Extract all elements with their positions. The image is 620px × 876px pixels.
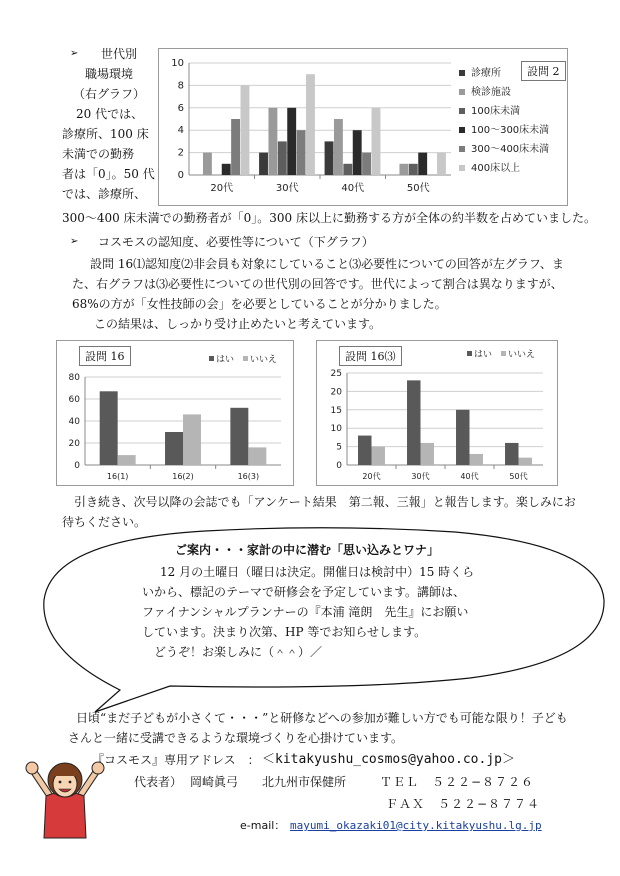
- y-tick-label: 80: [68, 373, 80, 383]
- y-tick-label: 0: [74, 461, 80, 471]
- y-tick-label: 10: [330, 424, 342, 435]
- bubble-line: いから、標記のテーマで研修会を予定しています。講師は、: [142, 585, 466, 599]
- bubble-line: ファイナンシャルプランナーの『本浦 滝朗 先生』にお願い: [142, 605, 469, 619]
- legend-label: 診療所: [471, 68, 501, 79]
- bubble-title: ご案内・・・家計の中に潜む「思い込みとワナ」: [175, 543, 440, 557]
- y-tick-label: 20: [330, 387, 342, 398]
- wrap-line: 者は「0」。50 代: [62, 167, 155, 181]
- para-line: 設問 16⑴認知度⑵非会員も対象にしていること⑶必要性についての回答が左グラフ、ま: [90, 257, 564, 271]
- legend-label: はい: [216, 355, 235, 365]
- y-tick-label: 0: [177, 170, 184, 181]
- wrap-line: 20 代では、: [76, 107, 144, 121]
- y-tick-label: 20: [68, 439, 80, 449]
- y-tick-label: 8: [177, 80, 184, 92]
- x-category-label: 30代: [275, 183, 299, 194]
- q16-3-chart-title: 設問 16⑶: [339, 346, 402, 366]
- generation-chart-title: 設問 2: [521, 61, 566, 81]
- legend-label: 検診施設: [471, 87, 511, 98]
- followup-line: 待ちください。: [62, 515, 147, 529]
- legend-label: いいえ: [508, 350, 536, 360]
- y-tick-label: 0: [336, 461, 342, 471]
- legend-label: 400床以上: [471, 163, 521, 174]
- representative-name: 岡崎眞弓: [190, 775, 239, 789]
- bubble-line: 12 月の土曜日（曜日は決定。開催日は検討中）15 時くら: [160, 565, 475, 579]
- tel-number: ＴＥＬ ５２２−８７２６: [380, 775, 535, 789]
- bubble-line: しています。決まり次第、HP 等でお知らせします。: [142, 625, 427, 639]
- closing-line: 日頃“まだ子どもが小さくて・・・”と研修などへの参加が難しい方でも可能な限り！子ども: [76, 711, 568, 725]
- para-line: 68%の方が「女性技師の会」を必要としていることが分かりました。: [72, 297, 447, 311]
- y-tick-label: 2: [177, 147, 184, 159]
- legend-label: はい: [474, 350, 493, 360]
- legend-label: 100〜300床未満: [471, 125, 550, 136]
- bullet-marker: ➢: [70, 48, 79, 59]
- q16-chart-title: 設問 16: [79, 346, 131, 366]
- y-tick-label: 10: [171, 58, 184, 69]
- x-category-label: 50代: [406, 183, 430, 194]
- closing-paragraph: [68, 708, 568, 748]
- address-label: 『コスモス』専用アドレス ：: [92, 753, 260, 767]
- followup-line: 引き続き、次号以降の会誌でも「アンケート結果 第二報、三報」と報告します。楽しみにお: [74, 495, 576, 509]
- email-label: e-mail：: [240, 819, 286, 832]
- x-category-label: 16(2): [172, 472, 194, 481]
- wrap-line: 職場環境: [84, 67, 133, 81]
- organization-name: 北九州市保健所: [262, 775, 347, 789]
- x-category-label: 40代: [460, 472, 479, 481]
- wrap-line: 世代別: [100, 47, 137, 61]
- wrap-line: （右グラフ）: [72, 87, 145, 101]
- wrap-line: 診療所、100 床: [62, 127, 149, 141]
- y-tick-label: 15: [330, 405, 342, 416]
- bullet-marker: ➢: [70, 236, 79, 247]
- bubble-line: どうぞ！お楽しみに（＾＾）／: [154, 645, 323, 659]
- y-tick-label: 25: [330, 369, 342, 379]
- wrap-line: では、診療所、: [62, 187, 147, 201]
- email-link[interactable]: mayumi_okazaki01@city.kitakyushu.lg.jp: [290, 819, 542, 832]
- x-category-label: 50代: [509, 472, 528, 481]
- legend-label: 100床未満: [471, 106, 521, 117]
- section1-full-line: 300〜400 床未満での勤務者が「0」。300 床以上に勤務する方が全体の約半数を占めていました。: [62, 211, 596, 225]
- fax-number: ＦＡＸ ５２２−８７７４: [386, 797, 541, 811]
- x-category-label: 20代: [362, 472, 381, 481]
- y-tick-label: 4: [177, 125, 184, 137]
- bubble-body: [142, 562, 474, 662]
- para-line: た、右グラフは⑶必要性についての世代別の回答です。世代によって割合は異なりますが、: [72, 277, 563, 291]
- y-tick-label: 5: [336, 442, 342, 453]
- y-tick-label: 60: [68, 395, 80, 405]
- x-category-label: 30代: [411, 472, 430, 481]
- x-category-label: 16(1): [106, 472, 129, 481]
- x-category-label: 40代: [341, 183, 365, 194]
- wrap-line: 未満での勤務: [62, 147, 135, 161]
- address-value[interactable]: ＜kitakyushu_cosmos@yahoo.co.jp＞: [262, 752, 515, 767]
- y-tick-label: 40: [68, 417, 80, 427]
- section2-heading: コスモスの認知度、必要性等について（下グラフ）: [98, 235, 374, 249]
- representative-label: 代表者）: [134, 775, 183, 789]
- section2-conclusion: この結果は、しっかり受け止めたいと考えています。: [94, 317, 382, 331]
- closing-line: さんと一緒に受講できるような環境づくりを心掛けています。: [68, 731, 404, 745]
- x-category-label: 20代: [210, 183, 234, 194]
- legend-label: いいえ: [250, 355, 278, 365]
- y-tick-label: 6: [177, 102, 184, 114]
- legend-label: 300〜400床未満: [471, 144, 550, 155]
- x-category-label: 16(3): [237, 472, 260, 481]
